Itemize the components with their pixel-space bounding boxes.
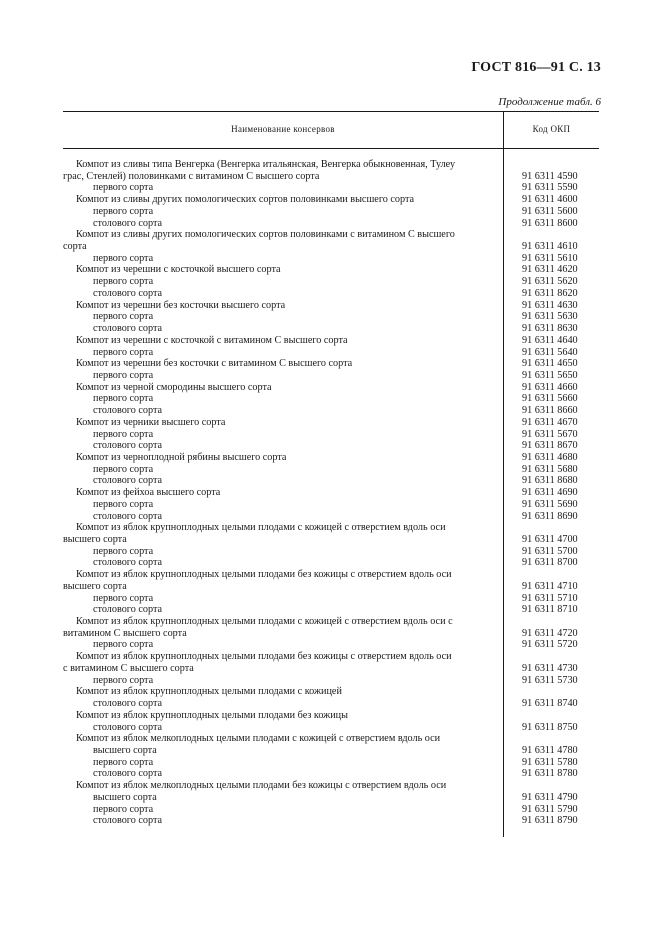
table-row	[63, 194, 599, 206]
product-name: столового сорта	[93, 815, 163, 827]
product-name: первого сорта	[93, 369, 154, 381]
product-name: первого сорта	[93, 428, 154, 440]
okp-code: 91 6311 8740	[522, 698, 578, 710]
okp-code: 91 6311 5720	[522, 639, 578, 651]
product-name: первого сорта	[93, 276, 154, 288]
table-row	[63, 698, 599, 710]
table-row	[63, 569, 599, 581]
okp-code: 91 6311 8750	[522, 721, 578, 733]
table-row	[63, 733, 599, 745]
product-name: столового сорта	[93, 323, 163, 335]
product-name: Компот из сливы типа Венгерка (Венгерка итальянская, Венгерка обыкновенная, Тулеу	[76, 159, 456, 170]
product-name: Компот из сливы других помологических сортов половинками высшего сорта	[76, 194, 415, 206]
table-row	[63, 452, 599, 464]
table-row	[63, 651, 599, 663]
table-row	[63, 804, 599, 816]
product-name: Компот из яблок мелкоплодных целыми плодами с кожицей с отверстием вдоль оси	[76, 733, 441, 745]
product-name: Компот из черники высшего сорта	[76, 416, 226, 428]
product-name: высшего сорта	[63, 580, 127, 592]
product-name: первого сорта	[93, 182, 154, 194]
table-row	[63, 229, 599, 241]
table-row	[63, 300, 599, 312]
okp-code: 91 6311 4630	[522, 299, 578, 311]
table-row	[63, 546, 599, 558]
product-name: столового сорта	[93, 698, 163, 710]
product-name: Компот из черешни с косточкой высшего сорта	[76, 264, 281, 276]
table-row	[63, 159, 599, 171]
okp-code: 91 6311 5680	[522, 463, 578, 475]
okp-code: 91 6311 4660	[522, 381, 578, 393]
table-row	[63, 358, 599, 370]
product-name: Компот из яблок крупноплодных целыми плодами с кожицей с отверстием вдоль оси с	[76, 616, 453, 628]
product-name: столового сорта	[93, 604, 163, 616]
okp-code: 91 6311 5790	[522, 803, 578, 815]
table-body	[63, 159, 599, 827]
okp-code: 91 6311 4620	[522, 264, 578, 276]
product-name: столового сорта	[93, 440, 163, 452]
okp-code: 91 6311 8660	[522, 405, 578, 417]
product-name: Компот из яблок крупноплодных целыми плодами с кожицей с отверстием вдоль оси	[76, 522, 446, 534]
table-row	[63, 382, 599, 394]
okp-code: 91 6311 4700	[522, 534, 578, 545]
okp-code: 91 6311 8630	[522, 323, 578, 335]
table-row	[63, 487, 599, 499]
product-name: Компот из яблок крупноплодных целыми плодами без кожицы	[76, 709, 348, 721]
table-row	[63, 429, 599, 441]
table-row	[63, 557, 599, 569]
table-row	[63, 534, 599, 546]
product-name: первого сорта	[93, 498, 154, 510]
product-name: столового сорта	[93, 768, 163, 780]
table-row	[63, 616, 599, 628]
okp-code: 91 6311 8670	[522, 440, 578, 452]
table-row	[63, 522, 599, 534]
product-name: Компот из черешни с косточкой с витамином С высшего сорта	[76, 334, 348, 346]
table-row	[63, 475, 599, 487]
table-row	[63, 440, 599, 452]
okp-code: 91 6311 8700	[522, 557, 578, 569]
okp-code: 91 6311 5590	[522, 182, 578, 194]
table-row	[63, 675, 599, 687]
product-name: столового сорта	[93, 405, 163, 417]
table-row	[63, 264, 599, 276]
okp-code: 91 6311 5700	[522, 545, 578, 557]
table-row	[63, 218, 599, 230]
product-name: первого сорта	[93, 205, 154, 217]
table-row	[63, 768, 599, 780]
product-name: первого сорта	[93, 393, 154, 405]
okp-code: 91 6311 4680	[522, 451, 578, 463]
okp-code: 91 6311 8620	[522, 287, 578, 299]
okp-code: 91 6311 4790	[522, 791, 578, 803]
product-name: первого сорта	[93, 639, 154, 651]
product-name: витамином С высшего сорта	[63, 627, 187, 639]
table-row	[63, 710, 599, 722]
okp-code: 91 6311 4590	[522, 170, 578, 182]
table-row	[63, 370, 599, 382]
okp-code: 91 6311 4730	[522, 662, 578, 674]
okp-code: 91 6311 5620	[522, 276, 578, 288]
okp-code: 91 6311 5660	[522, 393, 578, 405]
okp-code: 91 6311 8710	[522, 604, 578, 616]
okp-code: 91 6311 4640	[522, 334, 578, 346]
okp-code: 91 6311 8600	[522, 217, 578, 229]
table-row	[63, 757, 599, 769]
product-name: первого сорта	[93, 463, 154, 475]
product-name: Компот из яблок крупноплодных целыми плодами без кожицы с отверстием вдоль оси	[76, 569, 452, 581]
okp-code: 91 6311 4600	[522, 194, 578, 206]
product-name: Компот из фейхоа высшего сорта	[76, 487, 221, 499]
product-name: первого сорта	[93, 346, 154, 358]
product-name: столового сорта	[93, 217, 163, 229]
table-row	[63, 206, 599, 218]
product-name: первого сорта	[93, 756, 154, 768]
table-row	[63, 499, 599, 511]
product-name: столового сорта	[93, 510, 163, 522]
product-name: с витамином С высшего сорта	[63, 662, 194, 674]
table-row	[63, 323, 599, 335]
product-name: первого сорта	[93, 311, 154, 323]
table-row	[63, 171, 599, 183]
table-row	[63, 393, 599, 405]
table-row	[63, 464, 599, 476]
product-name: грас, Стенлей) половинками с витамином С высшего сорта	[63, 170, 320, 182]
product-name: высшего сорта	[63, 534, 127, 545]
column-header-name: Наименование консервов	[231, 124, 335, 134]
product-name: столового сорта	[93, 557, 163, 569]
table-row	[63, 628, 599, 640]
table-row	[63, 241, 599, 253]
table-row	[63, 405, 599, 417]
okp-code: 91 6311 5670	[522, 428, 578, 440]
okp-code: 91 6311 5650	[522, 369, 578, 381]
product-name: Компот из черешни без косточки высшего сорта	[76, 299, 286, 311]
table-row	[63, 604, 599, 616]
product-name: первого сорта	[93, 803, 154, 815]
okp-code: 91 6311 4780	[522, 744, 578, 756]
products-table	[63, 111, 599, 837]
product-name: первого сорта	[93, 545, 154, 557]
okp-code: 91 6311 5730	[522, 674, 578, 686]
table-row	[63, 253, 599, 265]
product-name: Компот из черешни без косточки с витамином С высшего сорта	[76, 358, 353, 370]
okp-code: 91 6311 8790	[522, 815, 578, 827]
product-name: Компот из яблок крупноплодных целыми плодами с кожицей	[76, 686, 342, 698]
table-row	[63, 182, 599, 194]
okp-code: 91 6311 5630	[522, 311, 578, 323]
table-top-rule	[63, 111, 599, 112]
product-name: Компот из яблок крупноплодных целыми плодами без кожицы с отверстием вдоль оси	[76, 651, 452, 663]
product-name: Компот из сливы других помологических сортов половинками с витамином С высшего	[76, 229, 455, 241]
okp-code: 91 6311 4670	[522, 416, 578, 428]
table-row	[63, 288, 599, 300]
table-row	[63, 511, 599, 523]
table-row	[63, 335, 599, 347]
table-row	[63, 780, 599, 792]
okp-code: 91 6311 4710	[522, 580, 578, 592]
okp-code: 91 6311 8680	[522, 475, 578, 487]
okp-code: 91 6311 5600	[522, 205, 578, 217]
product-name: первого сорта	[93, 252, 154, 264]
table-row	[63, 792, 599, 804]
okp-code: 91 6311 5690	[522, 498, 578, 510]
okp-code: 91 6311 4690	[522, 487, 578, 499]
table-row	[63, 581, 599, 593]
okp-code: 91 6311 5610	[522, 252, 578, 264]
okp-code: 91 6311 4610	[522, 241, 578, 253]
product-name: Компот из черноплодной рябины высшего сорта	[76, 451, 287, 463]
product-name: Компот из яблок мелкоплодных целыми плодами без кожицы с отверстием вдоль оси	[76, 780, 447, 792]
product-name: столового сорта	[93, 287, 163, 299]
column-header-code: Код ОКП	[532, 124, 571, 134]
product-name: первого сорта	[93, 592, 154, 604]
product-name: столового сорта	[93, 475, 163, 487]
product-name: высшего сорта	[93, 744, 157, 756]
product-name: высшего сорта	[93, 791, 157, 803]
table-row	[63, 347, 599, 359]
table-header-rule	[63, 148, 599, 149]
table-row	[63, 663, 599, 675]
table-row	[63, 686, 599, 698]
product-name: первого сорта	[93, 674, 154, 686]
okp-code: 91 6311 8780	[522, 768, 578, 780]
okp-code: 91 6311 8690	[522, 510, 578, 522]
table-continuation-label: Продолжение табл. 6	[498, 96, 601, 108]
page-header: ГОСТ 816—91 С. 13	[471, 60, 601, 75]
product-name: сорта	[63, 241, 87, 253]
table-row	[63, 417, 599, 429]
table-row	[63, 311, 599, 323]
okp-code: 91 6311 5640	[522, 346, 578, 358]
table-row	[63, 593, 599, 605]
table-row	[63, 722, 599, 734]
table-row	[63, 639, 599, 651]
product-name: Компот из черной смородины высшего сорта	[76, 381, 272, 393]
product-name: столового сорта	[93, 721, 163, 733]
table-row	[63, 276, 599, 288]
table-row	[63, 745, 599, 757]
okp-code: 91 6311 5710	[522, 592, 578, 604]
okp-code: 91 6311 4650	[522, 358, 578, 370]
table-row	[63, 815, 599, 827]
okp-code: 91 6311 5780	[522, 756, 578, 768]
okp-code: 91 6311 4720	[522, 627, 578, 639]
